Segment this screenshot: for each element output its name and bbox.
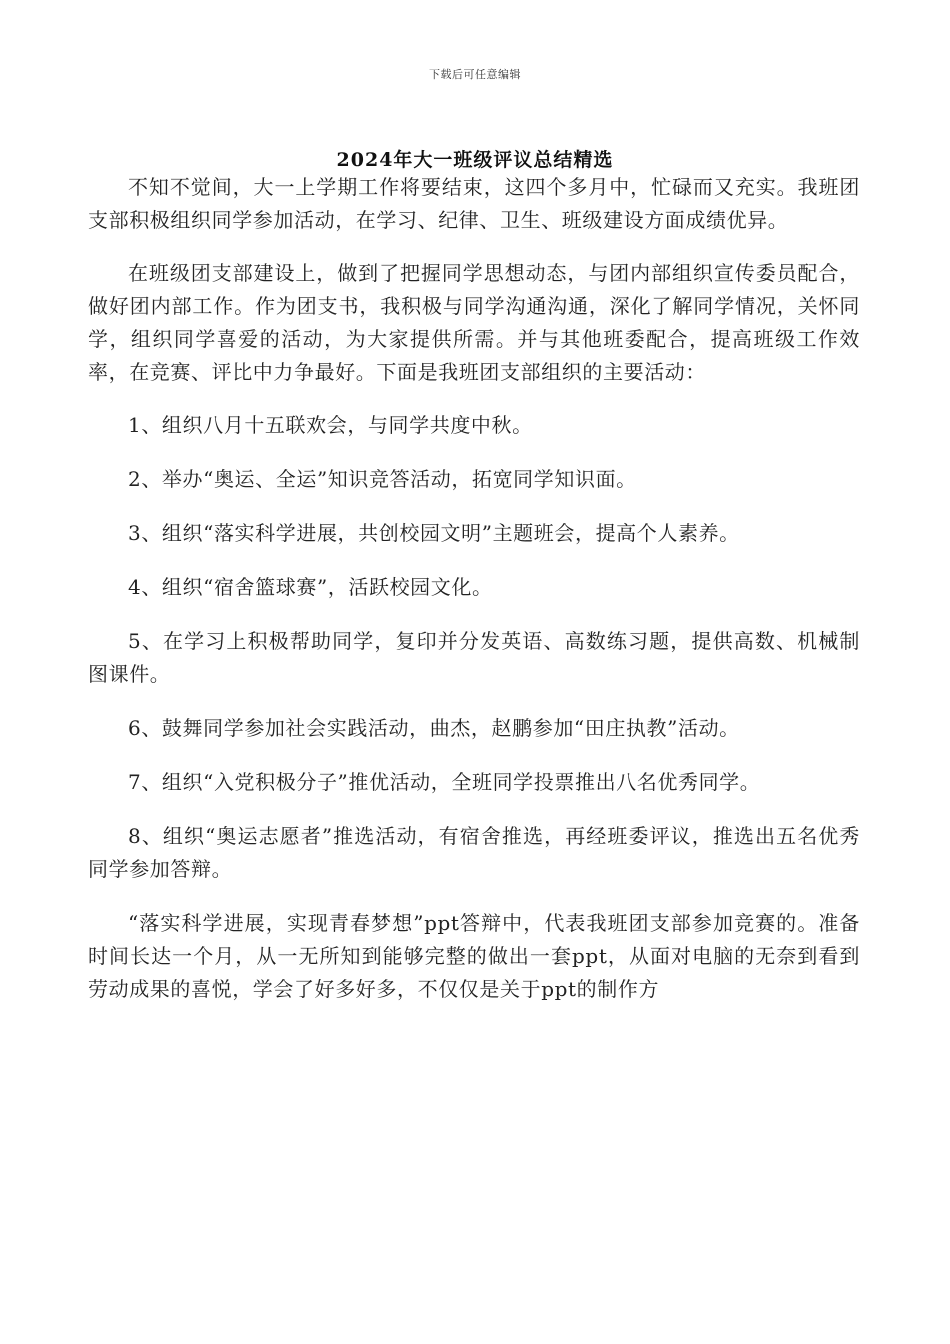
list-item: 7、组织“入党积极分子”推优活动，全班同学投票推出八名优秀同学。 (128, 770, 761, 794)
header-note: 下载后可任意编辑 (429, 68, 521, 81)
paragraph-ppt-defense: “落实科学进展，实现青春梦想”ppt答辩中，代表我班团支部参加竞赛的。准备时间长达一个月，从一无所知到能够完整的做出一套ppt，从面对电脑的无奈到看到劳动成果的喜悦，学会了好多好多，不仅仅是关于ppt的制作方 (88, 911, 860, 1001)
list-item: 1、组织八月十五联欢会，与同学共度中秋。 (128, 413, 533, 437)
list-item: 6、鼓舞同学参加社会实践活动，曲杰，赵鹏参加“田庄执教”活动。 (128, 716, 740, 740)
document-body (88, 171, 860, 1026)
list-item: 4、组织“宿舍篮球赛”，活跃校园文化。 (128, 575, 493, 599)
document-title: 2024年大一班级评议总结精选 (336, 149, 614, 171)
list-item: 2、举办“奥运、全运”知识竞答活动，拓宽同学知识面。 (128, 467, 637, 491)
list-item: 5、在学习上积极帮助同学，复印并分发英语、高数练习题，提供高数、机械制图课件。 (88, 629, 860, 686)
list-item: 8、组织“奥运志愿者”推选活动，有宿舍推选，再经班委评议，推选出五名优秀同学参加答辩。 (88, 824, 860, 881)
paragraph-intro: 不知不觉间，大一上学期工作将要结束，这四个多月中，忙碌而又充实。我班团支部积极组织同学参加活动，在学习、纪律、卫生、班级建设方面成绩优异。 (88, 175, 860, 232)
list-item: 3、组织“落实科学进展，共创校园文明”主题班会，提高个人素养。 (128, 521, 740, 545)
paragraph-branch-work: 在班级团支部建设上，做到了把握同学思想动态，与团内部组织宣传委员配合，做好团内部工作。作为团支书，我积极与同学沟通沟通，深化了解同学情况，关怀同学，组织同学喜爱的活动，为大家提供所需。并与其他班委配合，提高班级工作效率，在竞赛、评比中力争最好。下面是我班团支部组织的主要活动： (88, 261, 860, 384)
